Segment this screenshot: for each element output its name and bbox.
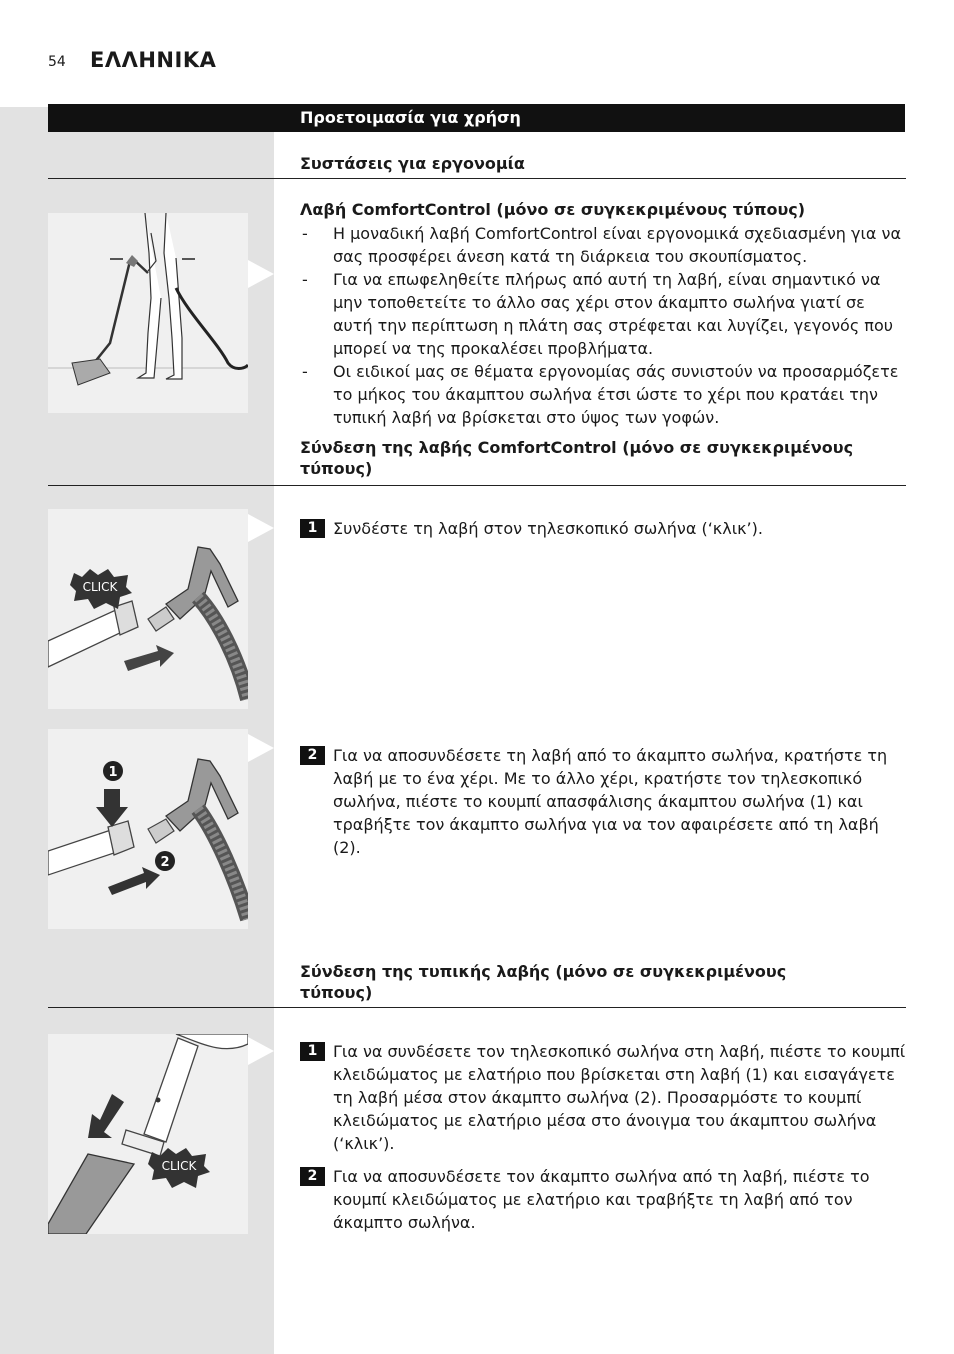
section-title: Προετοιμασία για χρήση — [300, 108, 521, 127]
step-number: 2 — [300, 1167, 325, 1186]
illustration-ergonomic-posture — [48, 213, 248, 413]
standard-step-2 — [300, 1165, 906, 1234]
comfortcontrol-step-2 — [300, 744, 906, 859]
comfortcontrol-step-1 — [300, 517, 906, 540]
step-number: 1 — [300, 519, 325, 538]
click-label: CLICK — [82, 580, 118, 594]
standard-step-1 — [300, 1040, 906, 1155]
list-item: - Οι ειδικοί μας σε θέματα εργονομίας σάς συνιστούν να προσαρμόζετε το μήκος του άκαμπτου σωλήνα έτσι ώστε το χέρι που κρατάει την τυπική λαβή να βρίσκεται στο ύψος των γοφών. — [300, 360, 906, 429]
language-title: ΕΛΛΗΝΙΚΑ — [90, 48, 217, 72]
step-number: 1 — [300, 1042, 325, 1061]
ergonomics-heading: Συστάσεις για εργονομία — [300, 154, 525, 173]
step-text: Για να αποσυνδέσετε τη λαβή από το άκαμπτο σωλήνα, κρατήστε τη λαβή με το ένα χέρι. Με το άλλο χέρι, κρατήστε τον τηλεσκοπικό σωλήνα, πιέστε το κουμπί απασφάλισης άκαμπτου σωλήνα (1) και τραβήξτε τον άκαμπτο σωλήνα για να τον αφαιρέσετε από τη λαβή (2). — [333, 746, 888, 857]
divider-rule — [48, 485, 906, 486]
illustration-pointer — [248, 260, 274, 288]
step-number: 2 — [300, 746, 325, 765]
list-item: - Η μοναδική λαβή ComfortControl είναι εργονομικά σχεδιασμένη για να σας προσφέρει άνεση κατά τη διάρκεια του σκουπίσματος. — [300, 222, 906, 268]
illustration-standard-handle — [48, 1034, 248, 1234]
standard-handle-heading: Σύνδεση της τυπικής λαβής (μόνο σε συγκεκριμένους τύπους) — [300, 962, 787, 1002]
illustration-pointer — [248, 514, 274, 542]
illustration-detach-handle — [48, 729, 248, 929]
comfortcontrol-handle-heading: Λαβή ComfortControl (μόνο σε συγκεκριμένους τύπους) — [300, 200, 806, 219]
comfortcontrol-connect-heading: Σύνδεση της λαβής ComfortControl (μόνο σε συγκεκριμένους τύπους) — [300, 438, 854, 478]
divider-rule — [48, 1007, 906, 1008]
step-text: Για να συνδέσετε τον τηλεσκοπικό σωλήνα στη λαβή, πιέστε το κουμπί κλειδώματος με ελατήριο που βρίσκεται στη λαβή (1) και εισαγάγετε τη λαβή μέσα στον άκαμπτο σωλήνα (2). Προσαρμόστε το κουμπί κλειδώματος με ελατήριο μέσα στο άνοιγμα του άκαμπτου σωλήνα (‘κλικ’). — [333, 1042, 906, 1153]
divider-rule — [48, 178, 906, 179]
illustration-pointer — [248, 1037, 274, 1065]
list-item: - Για να επωφεληθείτε πλήρως από αυτή τη λαβή, είναι σημαντικό να μην τοποθετείτε το άλλο σας χέρι στον άκαμπτο σωλήνα γιατί σε αυτή την περίπτωση η πλάτη σας στρέφεται και λυγίζει, γεγονός που μπορεί να της προκαλέσει προβλήματα. — [300, 268, 906, 360]
illustration-pointer — [248, 734, 274, 762]
click-label: CLICK — [161, 1159, 197, 1173]
step-text: Συνδέστε τη λαβή στον τηλεσκοπικό σωλήνα (‘κλικ’). — [333, 519, 763, 538]
step-text: Για να αποσυνδέσετε τον άκαμπτο σωλήνα από τη λαβή, πιέστε το κουμπί κλειδώματος με ελατήριο και τραβήξτε τη λαβή από τον άκαμπτο σωλήνα. — [333, 1167, 870, 1232]
marker-1: 1 — [108, 765, 118, 780]
ergonomics-bullet-list — [300, 222, 906, 429]
marker-2: 2 — [160, 855, 170, 870]
illustration-attach-handle — [48, 509, 248, 709]
page-number: 54 — [48, 54, 66, 70]
